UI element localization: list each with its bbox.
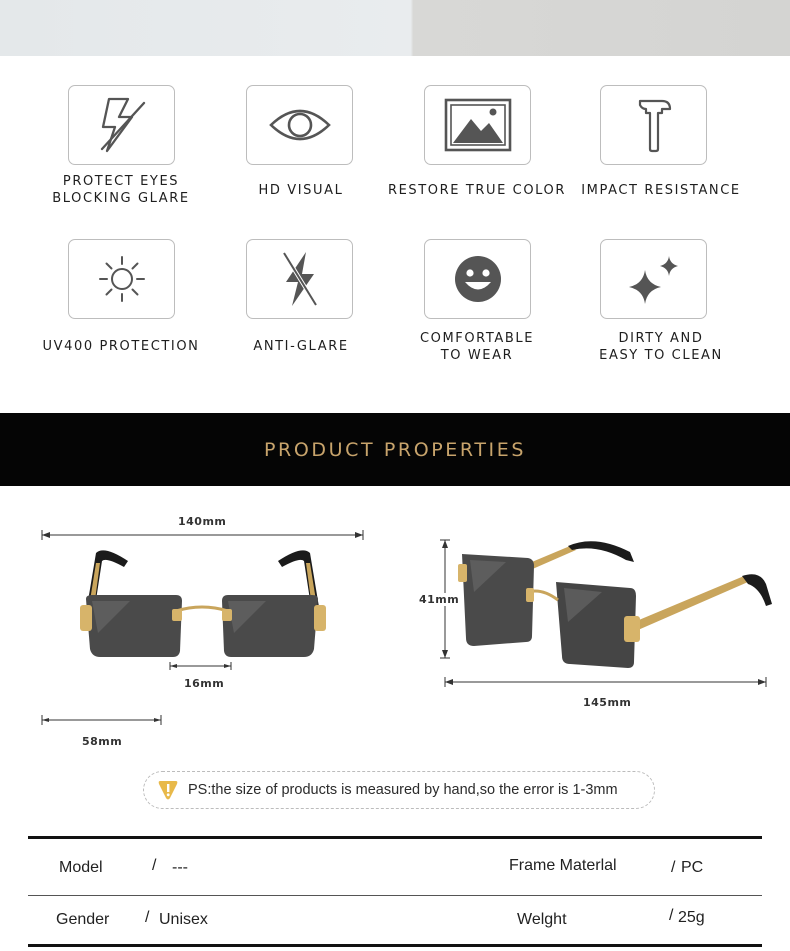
- smiley-face-icon: [452, 253, 504, 305]
- feature-label-easy-clean: DIRTY AND EASY TO CLEAN: [599, 331, 723, 363]
- spec-model-separator: /: [152, 857, 157, 874]
- dim-total-width: 140mm: [178, 515, 227, 528]
- spec-model-label: Model: [59, 859, 103, 876]
- feature-label-hd-visual: HD VISUAL: [258, 183, 344, 198]
- spec-table: [28, 836, 762, 947]
- feature-card-true-color: [424, 85, 531, 165]
- spec-table-divider: [28, 895, 762, 896]
- warning-badge-icon: [156, 778, 180, 802]
- spec-model-value: ---: [172, 859, 188, 876]
- feature-card-hd-visual: [246, 85, 353, 165]
- spec-weight-separator: /: [669, 907, 674, 924]
- sparkle-stars-icon: [623, 250, 685, 308]
- feature-label-true-color: RESTORE TRUE COLOR: [387, 183, 567, 198]
- landscape-picture-icon: [443, 97, 513, 153]
- feature-label-impact: IMPACT RESISTANCE: [581, 183, 741, 198]
- spec-frame-value: PC: [681, 859, 704, 876]
- sun-icon: [97, 254, 147, 304]
- dim-lens-width: 58mm: [82, 735, 123, 748]
- side-glasses-image: [430, 530, 775, 695]
- measurement-note-text: PS:the size of products is measured by hand,so the error is 1-3mm: [188, 782, 618, 798]
- measurement-note: [143, 771, 655, 809]
- feature-label-comfortable: COMFORTABLE TO WEAR: [419, 331, 535, 363]
- feature-label-protect-eyes: PROTECT EYES BLOCKING GLARE: [52, 174, 190, 206]
- top-banner: [0, 0, 790, 56]
- dim-temple-length: 145mm: [583, 696, 632, 709]
- spec-weight-value: 25g: [678, 909, 705, 926]
- feature-card-easy-clean: [600, 239, 707, 319]
- spec-weight-label: Welght: [517, 911, 567, 928]
- feature-label-anti-glare: ANTI-GLARE: [253, 339, 349, 354]
- feature-card-impact: [600, 85, 707, 165]
- spec-frame-label: Frame Materlal: [509, 857, 617, 874]
- spec-gender-value: Unisex: [159, 911, 208, 928]
- front-glasses-image: [30, 515, 380, 755]
- eye-icon: [268, 103, 332, 147]
- crossed-lightning-icon: [278, 249, 322, 309]
- lightning-glare-icon: [92, 95, 152, 155]
- feature-card-protect-eyes: [68, 85, 175, 165]
- feature-card-uv400: [68, 239, 175, 319]
- feature-card-anti-glare: [246, 239, 353, 319]
- spec-gender-label: Gender: [56, 911, 110, 928]
- product-properties-band: [0, 413, 790, 486]
- feature-card-comfortable: [424, 239, 531, 319]
- spec-frame-separator: /: [671, 859, 676, 876]
- product-properties-title: PRODUCT PROPERTIES: [263, 438, 527, 461]
- feature-label-uv400: UV400 PROTECTION: [42, 339, 200, 354]
- spec-gender-separator: /: [145, 909, 150, 926]
- dim-bridge: 16mm: [184, 677, 225, 690]
- dim-lens-height: 41mm: [419, 593, 460, 606]
- hammer-icon: [634, 97, 674, 153]
